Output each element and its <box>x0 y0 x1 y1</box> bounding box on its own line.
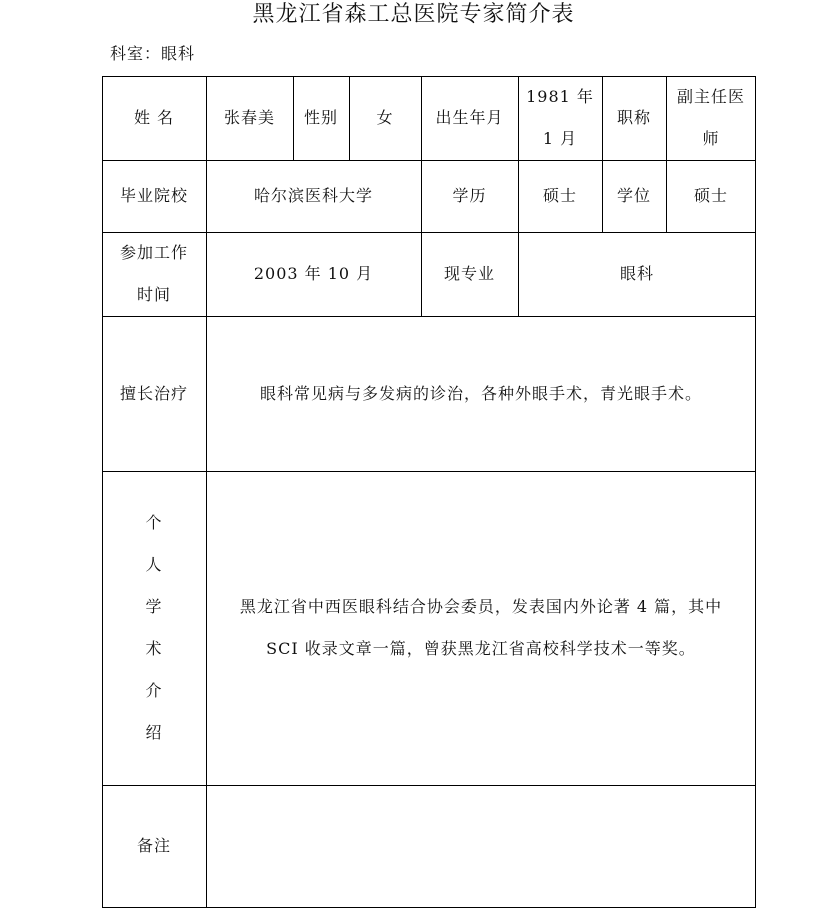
specialty-value: 眼科 <box>619 264 654 283</box>
gender-value: 女 <box>376 108 394 127</box>
table-border-bottom <box>102 907 756 908</box>
work-start-label-line2: 时间 <box>136 285 171 304</box>
school-label: 毕业院校 <box>119 186 188 205</box>
document-title: 黑龙江省森工总医院专家简介表 <box>252 2 575 27</box>
degree-label: 学位 <box>616 186 651 205</box>
job-title-label: 职称 <box>616 108 651 127</box>
remarks-label: 备注 <box>136 836 171 855</box>
academic-intro-line2: SCI 收录文章一篇，曾获黑龙江省高校科学技术一等奖。 <box>266 639 696 658</box>
expertise-value: 眼科常见病与多发病的诊治，各种外眼手术，青光眼手术。 <box>259 383 702 403</box>
birth-label: 出生年月 <box>435 108 504 127</box>
work-start-label-line1: 参加工作 <box>119 243 188 262</box>
birth-value <box>518 76 602 160</box>
academic-label-char: 介 <box>145 681 163 700</box>
birth-value-month: 1 月 <box>542 129 578 148</box>
work-start-value: 2003 年 10 月 <box>253 264 374 283</box>
job-title-value-line2: 师 <box>702 129 720 148</box>
name-label: 姓 名 <box>133 108 175 127</box>
work-start-label <box>102 232 206 316</box>
school-value: 哈尔滨医科大学 <box>253 186 373 205</box>
academic-label-char: 学 <box>145 597 163 616</box>
education-label: 学历 <box>452 186 487 205</box>
birth-value-year: 1981 年 <box>526 87 594 106</box>
department-label: 科室：眼科 <box>110 44 196 63</box>
academic-label-char: 术 <box>145 639 163 658</box>
job-title-value <box>666 76 756 160</box>
academic-label-char: 绍 <box>145 723 163 742</box>
name-value: 张春美 <box>223 108 275 127</box>
remarks-value <box>206 785 756 907</box>
gender-label: 性别 <box>303 108 338 127</box>
academic-intro-label <box>102 471 206 785</box>
academic-label-char: 人 <box>145 555 163 574</box>
academic-label-char: 个 <box>145 513 163 532</box>
academic-intro-line1: 黑龙江省中西医眼科结合协会委员，发表国内外论著 4 篇，其中 <box>239 597 723 616</box>
academic-intro-value <box>206 471 756 785</box>
job-title-value-line1: 副主任医 <box>676 87 745 106</box>
expert-profile-table <box>102 76 756 908</box>
education-value: 硕士 <box>542 186 577 205</box>
expertise-label: 擅长治疗 <box>119 383 188 403</box>
specialty-label: 现专业 <box>443 264 495 283</box>
degree-value: 硕士 <box>693 186 728 205</box>
